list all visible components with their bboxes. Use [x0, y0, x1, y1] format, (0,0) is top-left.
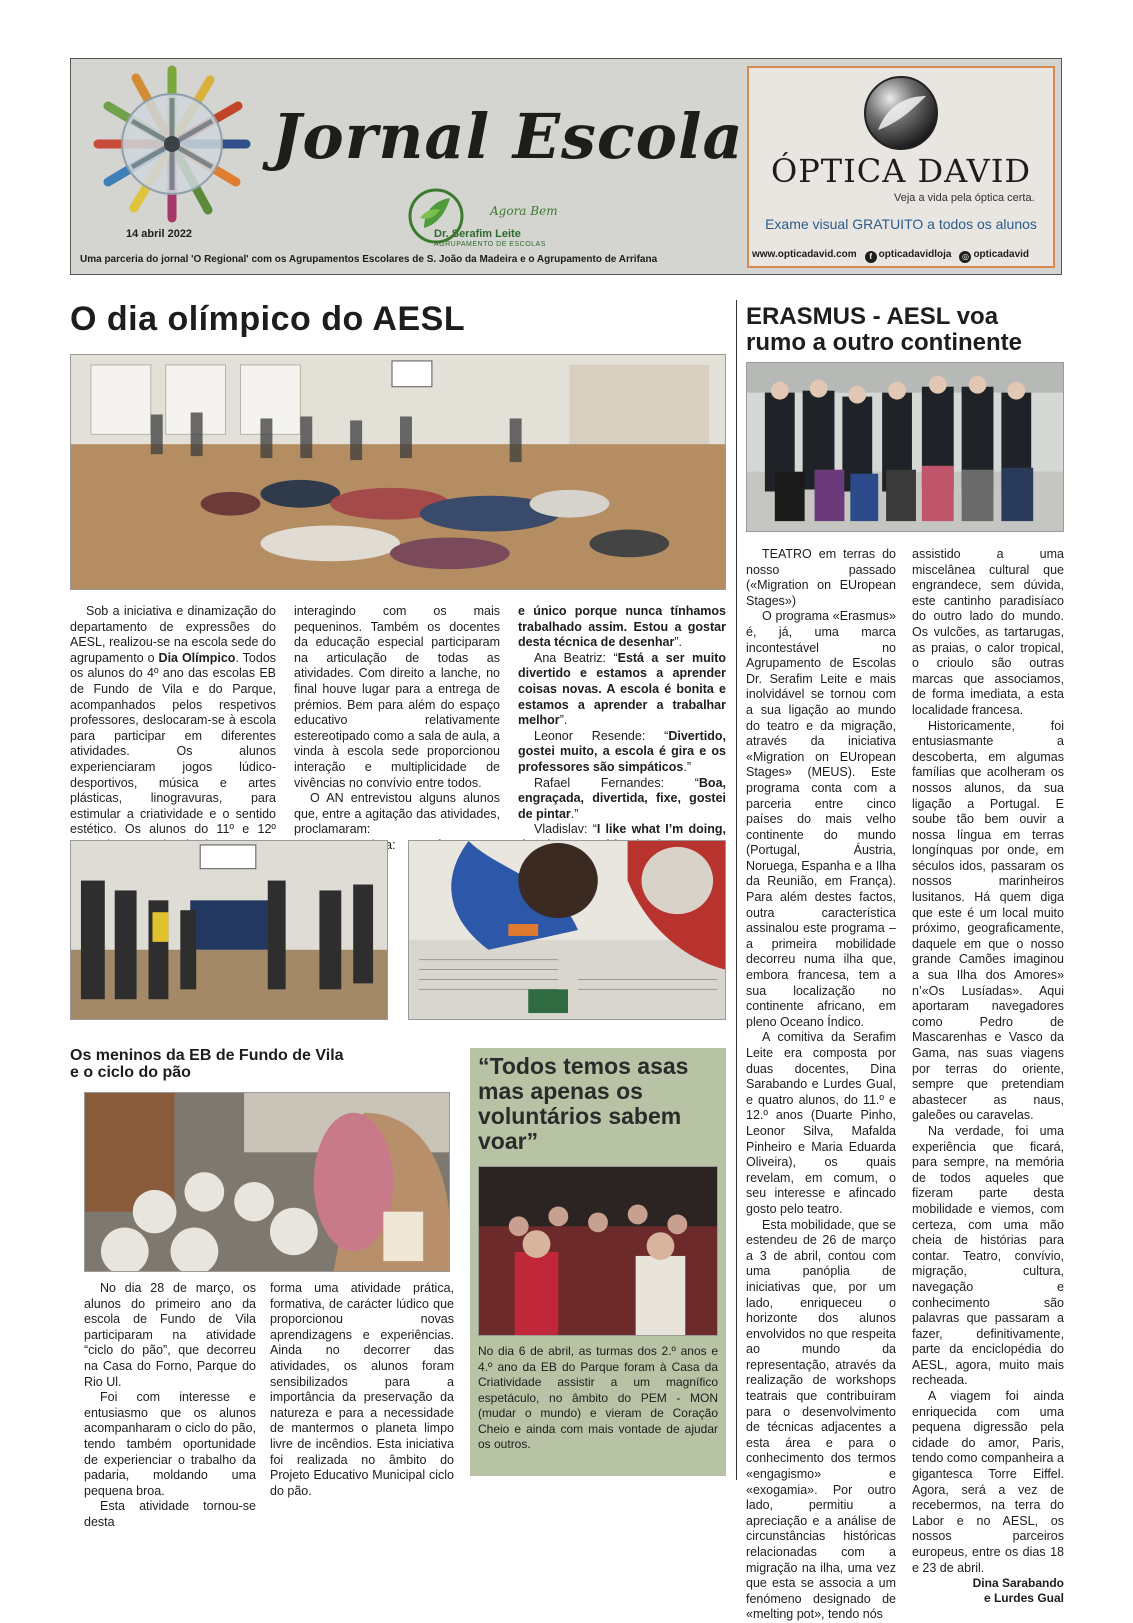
- column-divider: [736, 300, 737, 1480]
- erasmus-column-2: assistido a uma miscelânea cultural que engrandece, sem dúvida, este cantinho paradisíaco do outro lado do mundo. Os vulcões, as tartarugas, as praias, o calor tropical, o crioulo são outras marcas que associamos, de forma imediata, a esta localidade francesa. Historicamente, foi entusiasmante a descoberta, em algumas famílias que acolheram os nossos alunos, da sua ligação a Portugal. E soube tão bem ouvir a nossa língua em terras longínquas por onde, em séculos idos, passaram os nossos marinheiros lusitanos. Há quem diga que este é um local muito próximo, geograficamente, daquele em que o nosso grande Camões imaginou a sua Ilha dos Amores» n’«Os Lusíadas». Aqui aportaram navegadores como Pedro de Mascarenhas e Vasco da Gama, nas suas viagens por terras do oriente, sempre que pretendiam abastecer as naus, galeões ou caravelas. Na verdade, foi uma experiência que ficará, para sempre, na memória de todos aqueles que fizeram parte desta mobilidade e viemos, com certeza, com uma mão cheia de histórias para contar. Teatro, convívio, migração, cultura, navegação e conhecimento são palavras que passaram a fazer, definitivamente, parte da enciclopédia do AESL, agora, muito mais recheada. A viagem foi ainda enriquecida com uma pequena digressão pela cidade do amor, Paris, tendo como companheira a gigantesca Torre Eiffel. Agora, será a vez de recebermos, na terra do Labor e no AESL, os nossos parceiros europeus, entre os dias 18 e 23 de abril. Dina Sarabando e Lurdes Gual: [912, 547, 1064, 1606]
- olympic-headline: O dia olímpico do AESL: [70, 300, 466, 338]
- pencil-cup-illustration: [92, 64, 252, 224]
- newspaper-title: Jornal Escola: [272, 100, 744, 173]
- olympic-column-2: interagindo com os mais pequeninos. Também os docentes da educação especial participaram na articulação de todas as atividades. Com direito a lanche, no final houve lugar para a entrega de prémios. Bem para além do espaço educativo relativamente estereotipado como a sala de aula, a vinda à escola sede proporcionou interação e multiplicidade de vivências no convívio entre todos. O AN entrevistou alguns alunos que, entre a agitação das atividades, proclamaram:: [294, 604, 500, 837]
- ad-website-link[interactable]: www.opticadavid.com: [752, 249, 857, 260]
- linoprint-workshop-photo: [408, 840, 726, 1020]
- optica-lens-logo: [862, 74, 940, 152]
- olympic-column-1: Sob a iniciativa e dinamização do departamento de expressões do AESL, realizou-se na escola sede do agrupamento o Dia Olímpico. Todos os alunos do 4º ano das escolas EB de Fundo de Vila e do Parque, acompanhados pelos respetivos professores, deslocaram-se à escola para participar em diferentes atividades. Os alunos experienciaram jogos lúdico-desportivos, música e artes plásticas, linogravuras, para estimular a criatividade e o sentido estético. Os alunos do 11º e 12º: [70, 604, 277, 837]
- ad-instagram-link[interactable]: opticadavid: [973, 249, 1030, 260]
- ad-offer: Exame visual GRATUITO a todos os alunos: [765, 216, 1037, 232]
- gym-activity-photo: [70, 840, 388, 1020]
- erasmus-column-1: TEATRO em terras do nosso passado («Migration on EUropean Stages») O programa «Erasmus» é, já, uma marca incontestável no Agrupamento de Escolas Dr. Serafim Leite e mais inolvidável se tornou com a sua ligação ao mundo do teatro e da migração, através da iniciativa «Migration on EUropean Stages» (MEUS). Este programa conta com a parceria entre cinco países do mais velho continente do mundo (Portugal, Áustria, Noruega, Espanha e a Ilha da Reunião, em França). Para além destes factos, outra característica assinalou este programa – a primeira mobilidade decorreu numa ilha que, embora francesa, tem a sua localização no continente africano, em pleno Oceano Índico. A comitiva da Serafim Leite era composta por duas docentes, Dina Sarabando e Lurdes Gual, e quatro alunos, do 11.º e 12.º anos (Duarte Pinho, Leonor Silva, Mafalda Pinheiro e Maria Eduarda Oliveira), os quais revelam, em comum, o seu interesse e afincado gosto pelo teatro. Esta mobilidade, que se estendeu de 26 de março a 3 de abril, contou com uma panóplia de iniciativas que, por um lado, enriqueceu o horizonte dos alunos envolvidos no que respeita ao mundo da representação, através da realização de workshops teatrais que contribuíram para o desenvolvimento de técnicas adjacentes a esta área e para o conhecimento dos termos «engagismo» e «exogamia». Por outro lado, permitiu a apreciação e a análise de circunstâncias históricas relacionadas com a migração na ilha, uma vez que esta se associa a um fenómeno designado de «melting pot», tendo nós: [746, 547, 896, 1622]
- publication-date: 14 abril 2022: [126, 228, 193, 240]
- bread-column-2: forma uma atividade prática, formativa, de carácter lúdico que proporcionou novas aprendizagens e experiências. Ainda no decorrer das atividades, os alunos foram sensibilizados para a importância da preservação da natureza e para a necessidade de mantermos o planeta limpo livre de incêndios. Esta iniciativa foi realizada no âmbito do Projeto Educativo Municipal ciclo do pão.: [270, 1281, 454, 1498]
- erasmus-airport-photo: [746, 362, 1064, 532]
- gym-group-photo: [70, 354, 726, 590]
- volunteers-quote: “Todos temos asas mas apenas os voluntários sabem voar”: [478, 1053, 689, 1154]
- school-name: Dr. Serafim Leite: [434, 228, 521, 240]
- facebook-icon: f: [865, 251, 877, 263]
- partnership-line: Uma parceria do jornal 'O Regional' com os Agrupamentos Escolares de S. João da Madeira e o Agrupamento de Arrifana: [80, 254, 658, 265]
- olympic-column-3: e único porque nunca tínhamos trabalhado assim. Estou a gostar desta técnica de desenhar”. Ana Beatriz: “Está a ser muito divertido e estamos a aprender coisas novas. A escola é bonita e estamos a aprender a trabalhar melhor”. Leonor Resende: “Divertido, gostei muito, a escola é gira e os professores são simpáticos.” Rafael Fernandes: “Boa, engraçada, divertida, fixe, gostei de pintar.” Vladislav: “I like what I’m doing,: [518, 604, 726, 837]
- bread-column-1: No dia 28 de março, os alunos do primeiro ano da escola de Fundo de Vila participaram na atividade “ciclo do pão”, que decorreu na Casa do Forno, Parque do Rio Ul. Foi com interesse e entusiasmo que os alunos acompanharam o ciclo do pão, tendo também oportunidade de experienciar o trabalho da padaria, moldando uma pequena broa. Esta atividade tornou-se desta: [84, 1281, 256, 1529]
- erasmus-headline: ERASMUS - AESL voa rumo a outro continente: [746, 303, 1022, 356]
- school-subtitle: AGRUPAMENTO DE ESCOLAS: [434, 241, 546, 248]
- theatre-audience-photo: [478, 1166, 718, 1336]
- signature-mark: Agora Bem: [490, 204, 558, 218]
- bread-cycle-photo: [84, 1092, 450, 1272]
- bread-headline: Os meninos da EB de Fundo de Vila e o ciclo do pão: [70, 1047, 344, 1081]
- volunteers-caption: No dia 6 de abril, as turmas dos 2.º anos e 4.º ano da EB do Parque foram à Casa da Criatividade assistir a um magnífico espetáculo, no âmbito do PEM - MON (mudar o mundo) e vieram de Coração Cheio e ainda com mais vontade de ajudar os outros.: [478, 1344, 718, 1451]
- ad-tagline: Veja a vida pela óptica certa.: [894, 192, 1035, 204]
- ad-brand-name: ÓPTICA DAVID: [770, 152, 1032, 190]
- ad-contact-links: [752, 249, 1052, 263]
- instagram-icon: ◎: [959, 251, 971, 263]
- ad-facebook-link[interactable]: opticadavidloja: [878, 249, 952, 260]
- erasmus-signature: Dina Sarabando e Lurdes Gual: [972, 1576, 1064, 1606]
